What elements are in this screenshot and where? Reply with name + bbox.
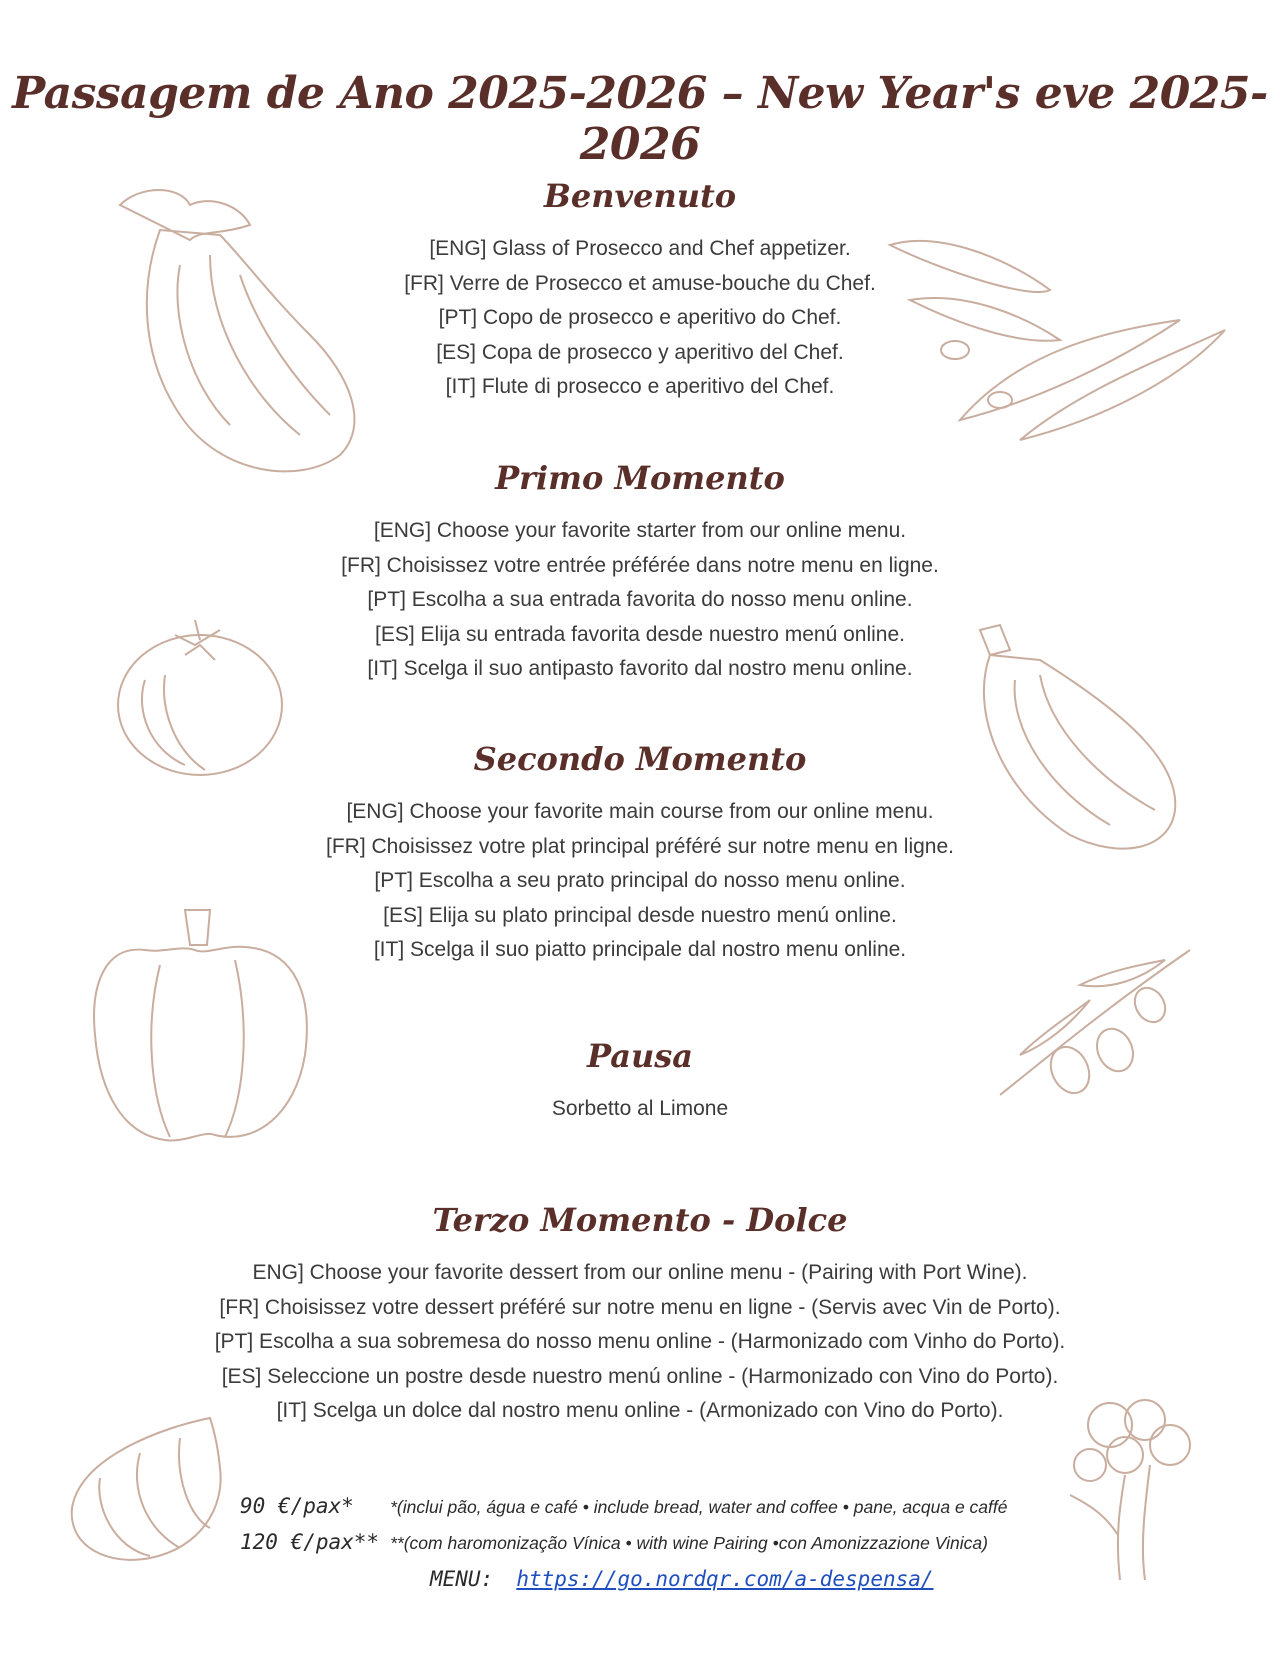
menu-line: [ES] Elija su entrada favorita desde nuestro menú online. xyxy=(375,622,905,646)
menu-line: [IT] Scelga il suo antipasto favorito dal nostro menu online. xyxy=(367,657,913,680)
price: 90 €/pax* xyxy=(240,1494,354,1518)
menu-line: [FR] Verre de Prosecco et amuse-bouche du Chef. xyxy=(404,271,876,295)
menu-line: [ES] Seleccione un postre desde nuestro menú online - (Harmonizado con Vino do Porto). xyxy=(221,1364,1059,1388)
section-heading: Secondo Momento xyxy=(473,740,807,778)
menu-line: ENG] Choose your favorite dessert from our online menu - (Pairing with Port Wine). xyxy=(252,1261,1028,1284)
menu-line: [IT] Scelga il suo piatto principale dal nostro menu online. xyxy=(373,938,907,961)
section-heading: Primo Momento xyxy=(495,459,785,497)
menu-line: [PT] Escolha a sua sobremesa do nosso menu online - (Harmonizado com Vinho do Porto). xyxy=(214,1330,1066,1353)
menu-line: [PT] Escolha a sua entrada favorita do nosso menu online. xyxy=(367,588,913,611)
price: 120 €/pax** xyxy=(240,1530,380,1554)
page-title: Passagem de Ano 2025-2026 – New Year's eve 2025-2026 xyxy=(12,68,1268,170)
menu-line: [FR] Choisissez votre dessert préféré sur notre menu en ligne - (Servis avec Vin de Porto). xyxy=(219,1295,1061,1319)
menu-line: [ENG] Choose your favorite starter from our online menu. xyxy=(373,519,907,542)
menu-link[interactable]: https://go.nordqr.com/a-despensa/ xyxy=(516,1567,934,1591)
menu-line: [PT] Copo de prosecco e aperitivo do Chef. xyxy=(438,306,842,329)
menu-line: [ES] Elija su plato principal desde nuestro menú online. xyxy=(383,903,897,927)
menu-line: [FR] Choisissez votre plat principal préféré sur notre menu en ligne. xyxy=(326,834,954,858)
price-note: **(com haromonização Vínica • with wine Pairing •con Amonizzazione Vinica) xyxy=(390,1533,988,1553)
menu-line: Sorbetto al Limone xyxy=(551,1097,729,1120)
menu-line: [ES] Copa de prosecco y aperitivo del Chef. xyxy=(436,340,844,364)
onion-icon xyxy=(60,1408,230,1568)
section-heading: Terzo Momento - Dolce xyxy=(432,1201,848,1239)
section-terzo-momento xyxy=(0,1198,1280,1429)
menu-line: [FR] Choisissez votre entrée préférée dans notre menu en ligne. xyxy=(341,553,939,577)
section-pausa xyxy=(0,1034,1280,1127)
menu-line: [ENG] Glass of Prosecco and Chef appetizer. xyxy=(429,237,851,260)
section-primo-momento xyxy=(0,456,1280,687)
menu-line: [IT] Scelga un dolce dal nostro menu online - (Armonizado con Vino do Porto). xyxy=(276,1399,1004,1422)
menu-link-row xyxy=(430,1567,934,1591)
section-benvenuto xyxy=(0,174,1280,405)
section-secondo-momento xyxy=(0,737,1280,968)
price-row xyxy=(240,1524,1060,1560)
pricing-block xyxy=(240,1488,1060,1560)
menu-line: [PT] Escolha a seu prato principal do nosso menu online. xyxy=(374,869,906,892)
menu-line: [ENG] Choose your favorite main course from our online menu. xyxy=(346,800,934,823)
section-heading: Benvenuto xyxy=(543,177,737,215)
menu-label: MENU: xyxy=(430,1567,494,1591)
menu-line: [IT] Flute di prosecco e aperitivo del Chef. xyxy=(445,375,835,398)
price-note: *(inclui pão, água e café • include bread, water and coffee • pane, acqua e caffé xyxy=(390,1497,1008,1517)
section-heading: Pausa xyxy=(587,1037,693,1075)
price-row xyxy=(240,1488,1060,1524)
